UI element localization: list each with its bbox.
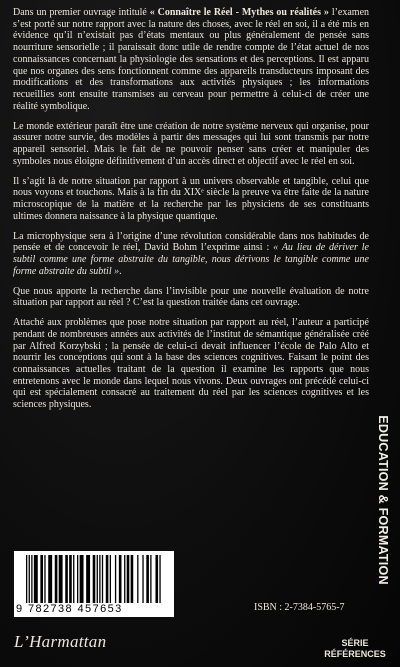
- barcode-bar: [131, 555, 134, 603]
- paragraph: Attaché aux problèmes que pose notre situation par rapport au réel, l’auteur a participé pendant de nombreuses années aux activités de l’institut de sémantique généralisée créé par Alfred Korzybski ; la pensée de celui-ci devait influencer l’école de Palo Alto et nourrir les conceptions qui sont à la base des sciences cognitives. Faisant le point des connaissances actuelles traitant de la question il examine les rapports que nous entretenons avec le monde dans lequel nous vivons. Deux ouvrages ont précédé celui-ci qui est spécialement consacré au traitement du réel par les sciences cognitives et les sciences physiques.: [13, 317, 369, 411]
- barcode-bar: [127, 555, 130, 603]
- paragraph: Dans un premier ouvrage intitulé « Connaître le Réel - Mythes ou réalités » l’examen s’est porté sur notre rapport avec la nature des choses, avec le réel en soi, il a été mis en évidence qu’il n’existait pas d’états mentaux ou plus généralement de pensée sans nourriture sensorielle ; il paraissait donc utile de rendre compte de l’état actuel de nos connaissances concernant la physiologie des sensations et des perceptions. Il est apparu que nos organes des sens fonctionnent comme des appareils transducteurs imposant des modifications et des transformations aux activités physiques ; les informations recueillies sont ensuite transmises au cerveau pour permettre à celui-ci de créer une réalité symbolique.: [13, 7, 370, 112]
- blurb-text: [13, 7, 369, 420]
- series-line-1: SÉRIE: [341, 638, 369, 648]
- isbn-number: ISBN : 2-7384-5765-7: [254, 602, 345, 613]
- paragraph: Il s’agit là de notre situation par rapport à un univers observable et tangible, celui que nous voyons et touchons. Mais à la fin du XIXᵉ siècle la preuve va être faite de la nature microscopique de la matière et la recherche par les physiciens de ses constituants ultimes donnera naissance à la physique quantique.: [13, 175, 369, 222]
- series-line-2: RÉFÉRENCES: [324, 649, 386, 659]
- barcode: [14, 551, 174, 617]
- barcode-bar: [55, 555, 58, 603]
- barcode-bar: [124, 555, 125, 603]
- barcode-bar: [86, 555, 90, 603]
- spine-title-text: EDUCATION & FORMATION: [376, 415, 391, 585]
- barcode-bar: [48, 555, 52, 603]
- barcode-bar: [115, 555, 116, 603]
- barcode-bar: [80, 555, 84, 603]
- barcode-bar: [137, 555, 138, 603]
- barcode-bar: [31, 555, 32, 603]
- barcode-bar: [93, 555, 96, 603]
- barcode-bar: [73, 555, 74, 603]
- barcode-bar: [34, 555, 38, 603]
- barcode-bar: [110, 555, 111, 603]
- barcode-bar: [44, 555, 45, 603]
- barcode-bar: [59, 555, 63, 603]
- barcode-bar: [159, 555, 160, 603]
- barcode-bar: [155, 555, 158, 603]
- barcode-bars: [26, 555, 162, 603]
- barcode-bar: [65, 555, 68, 603]
- paragraph: Le monde extérieur paraît être une création de notre système nerveux qui organise, pour assurer notre survie, des modèles à partir des messages qui lui sont transmis par notre appareil sensoriel. Mais le fait de ne pouvoir penser sans créer et manipuler des symboles nous éloigne définitivement d’un accès direct et objectif avec le réel en soi.: [13, 120, 369, 167]
- barcode-digits: 9 782738 457653: [16, 603, 123, 615]
- barcode-bar: [40, 555, 43, 603]
- barcode-bar: [106, 555, 109, 603]
- spine-title: [371, 399, 395, 601]
- barcode-bar: [142, 555, 143, 603]
- barcode-bar: [69, 555, 72, 603]
- series-label: [318, 638, 392, 660]
- barcode-bar: [102, 555, 103, 603]
- barcode-bar: [146, 555, 149, 603]
- paragraph: Que nous apporte la recherche dans l’invisible pour une nouvelle évaluation de notre situation par rapport au réel ? C’est la question traitée dans cet ouvrage.: [13, 285, 369, 309]
- barcode-bar: [29, 555, 30, 603]
- barcode-bar: [150, 555, 151, 603]
- barcode-bar: [26, 555, 27, 603]
- paragraph: La microphysique sera à l’origine d’une révolution considérable dans nos habitudes de pensée et de concevoir le réel, David Bohm l’exprime ainsi : « Au lieu de dériver le subtil comme une forme abstraite du tangible, nous dérivons le tangible comme une forme abstraite du subtil ».: [13, 230, 369, 277]
- barcode-bar: [119, 555, 122, 603]
- barcode-bar: [97, 555, 98, 603]
- barcode-bar: [77, 555, 78, 603]
- publisher-logo: L’Harmattan: [14, 632, 107, 651]
- barcode-bar: [99, 555, 100, 603]
